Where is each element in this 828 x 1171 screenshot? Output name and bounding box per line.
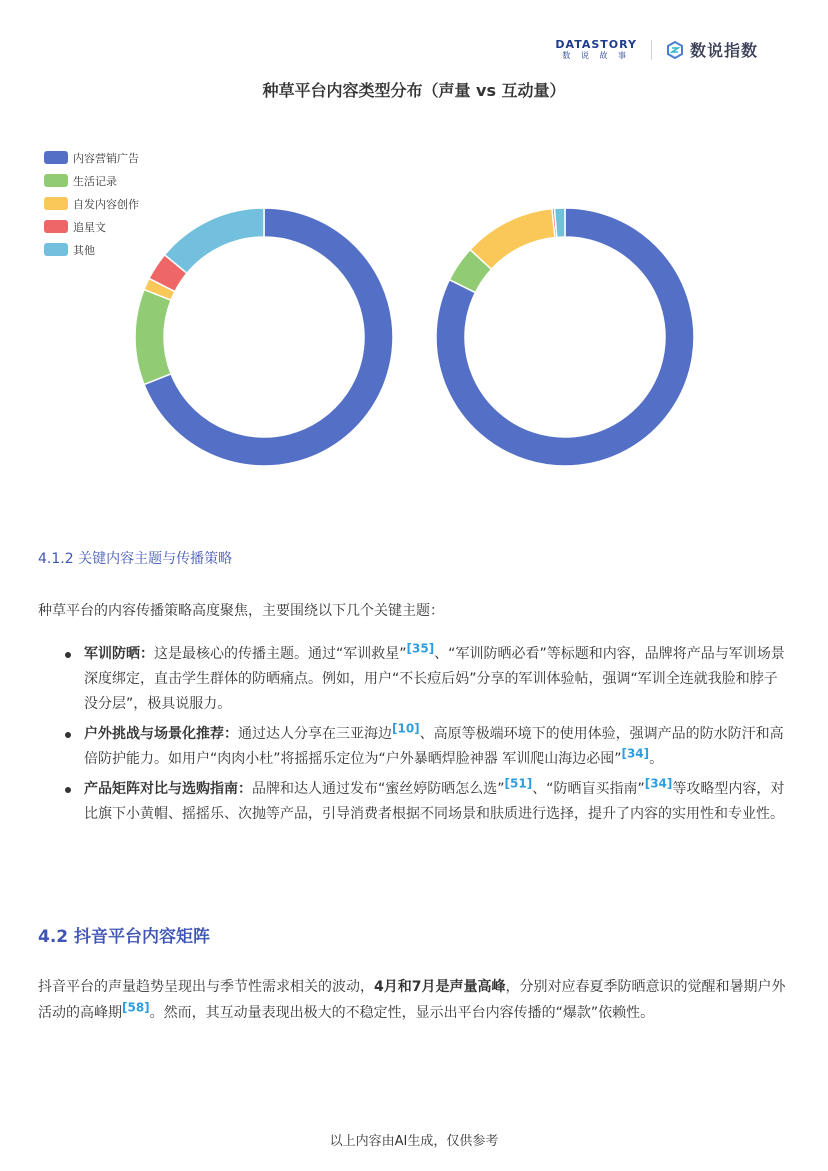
legend-swatch (44, 174, 68, 187)
citation-link[interactable]: [58] (122, 1000, 150, 1015)
logo-divider (651, 40, 652, 60)
section-heading-4-2: 4.2 抖音平台内容矩阵 (38, 927, 211, 947)
citation-link[interactable]: [35] (406, 641, 435, 656)
legend-label: 内容营销广告 (73, 151, 139, 165)
list-item (84, 777, 790, 827)
donut-slice-voice-1[interactable] (135, 290, 171, 385)
shuoshuo-logo-text: 数说指数 (689, 41, 758, 60)
citation-link[interactable]: [34] (644, 776, 673, 791)
bullet-text: 品牌和达人通过发布“蜜丝婷防晒怎么选” (252, 781, 505, 797)
bullet-text: 等攻略型内容，对比旗下小黄帽、摇摇乐、次抛等产品，引导消费者根据不同场景和肤质进行选择，提升了内容的实用性和专业性。 (84, 781, 785, 822)
shuoshuo-logo (666, 38, 758, 61)
legend-label: 追星文 (73, 220, 106, 234)
paragraph-emphasis: 4月和7月是声量高峰 (374, 979, 506, 995)
legend-item[interactable] (44, 169, 139, 192)
bullet-text: 、“防晒盲买指南” (532, 781, 645, 797)
legend-item[interactable] (44, 146, 139, 169)
list-item (84, 642, 790, 717)
donut-slice-voice-4[interactable] (165, 208, 264, 273)
datastory-logo (555, 39, 637, 61)
paragraph-text: 抖音平台的声量趋势呈现出与季节性需求相关的波动， (38, 979, 374, 995)
citation-link[interactable]: [10] (392, 721, 420, 736)
header-logos (555, 38, 758, 61)
donut-charts (0, 190, 828, 490)
bullet-text: 这是最核心的传播主题。通过“军训救星” (154, 646, 407, 662)
bullet-title: 产品矩阵对比与选购指南： (84, 781, 252, 797)
section-heading-4-1-2: 4.1.2 关键内容主题与传播策略 (38, 551, 233, 567)
paragraph-text: 。然而，其互动量表现出极大的不稳定性，显示出平台内容传播的“爆款”依赖性。 (149, 1005, 655, 1021)
paragraph-text: ，分别对应春夏季防晒意识的觉醒和暑期户外活动的高峰期 (38, 979, 786, 1021)
bullet-title: 军训防晒： (84, 646, 154, 662)
citation-link[interactable]: [34] (621, 746, 650, 761)
legend-swatch (44, 151, 68, 164)
datastory-logo-subtext: 数 说 故 事 (562, 50, 631, 60)
legend-label: 自发内容创作 (73, 197, 139, 211)
section-paragraph (38, 974, 790, 1026)
bullet-text: 通过达人分享在三亚海边 (238, 726, 392, 742)
footer-disclaimer: 以上内容由AI生成，仅供参考 (329, 1134, 499, 1149)
bullet-text: 、高原等极端环境下的使用体验，强调产品的防水防汗和高倍防护能力。如用户“肉肉小杜”将摇摇乐定位为“户外暴晒焊脸神器 军训爬山海边必囤” (84, 726, 784, 767)
list-item (84, 722, 790, 772)
section-intro: 种草平台的内容传播策略高度聚焦，主要围绕以下几个关键主题： (38, 603, 444, 619)
datastory-logo-text: DATASTORY (555, 37, 637, 51)
bullet-title: 户外挑战与场景化推荐： (84, 726, 238, 742)
donut-slice-interaction-2[interactable] (470, 209, 555, 270)
strategy-list (38, 642, 790, 832)
bullet-text: 、“军训防晒必看”等标题和内容，品牌将产品与军训场景深度绑定，直击学生群体的防晒痛点。例如，用户“不长痘后妈”分享的军训体验帖，强调“军训全连就我脸和脖子没分层”，极具说服力。 (84, 646, 785, 712)
chart-title: 种草平台内容类型分布（声量 vs 互动量） (262, 81, 566, 100)
shuoshuo-logo-icon (666, 41, 684, 59)
bullet-text: 。 (649, 751, 664, 767)
donut-slice-interaction-4[interactable] (554, 208, 565, 237)
legend-label: 生活记录 (73, 174, 117, 188)
citation-link[interactable]: [51] (504, 776, 533, 791)
legend-label: 其他 (73, 243, 95, 257)
